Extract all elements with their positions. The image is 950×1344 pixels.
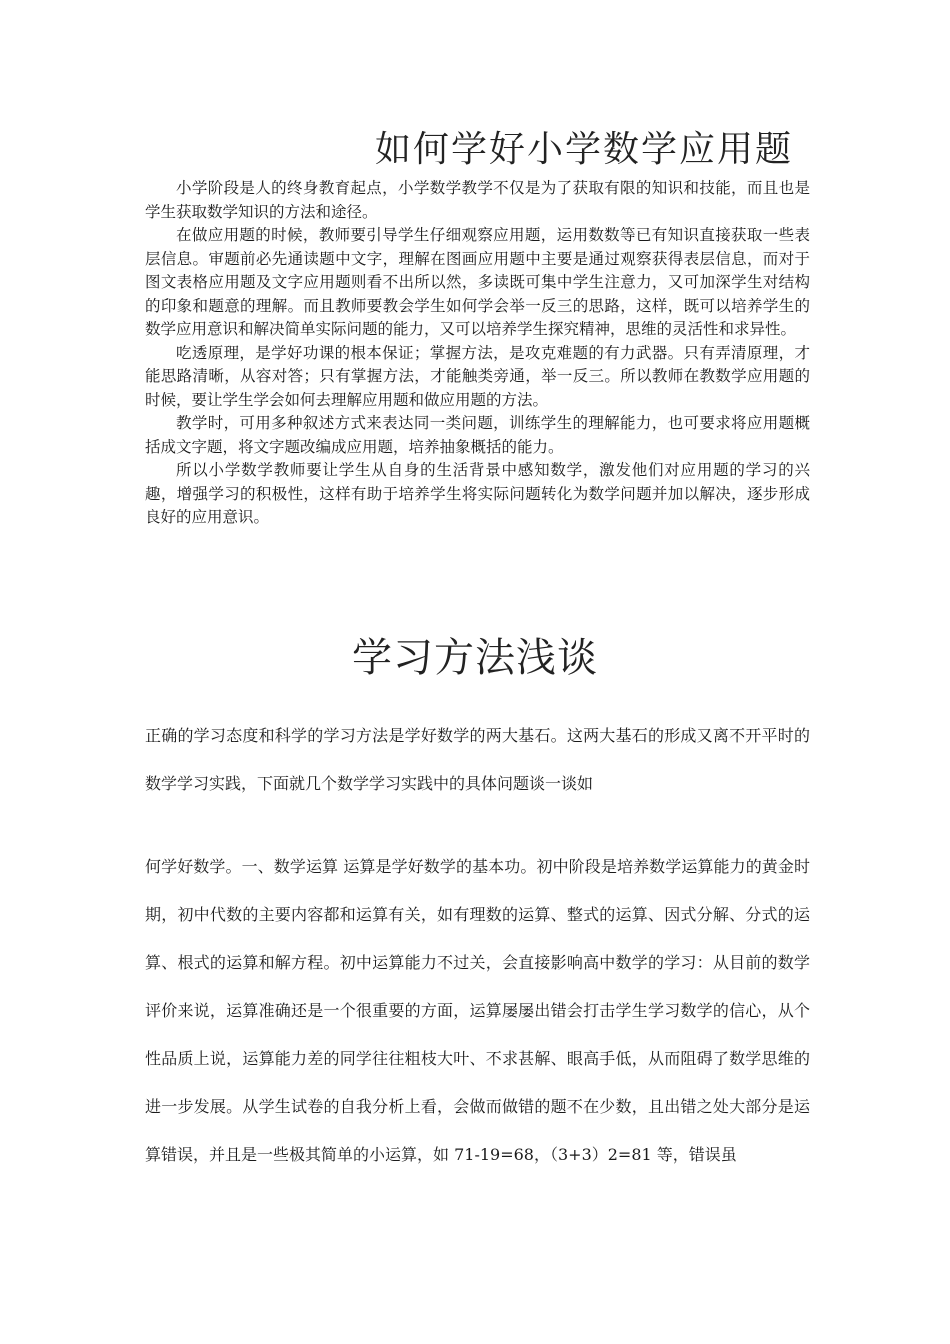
paragraph: 小学阶段是人的终身教育起点，小学数学教学不仅是为了获取有限的知识和技能，而且也是学生获取数学知识的方法和途径。: [145, 179, 810, 221]
paragraph: 在做应用题的时候，教师要引导学生仔细观察应用题，运用数数等已有知识直接获取一些表层信息。审题前必先通读题中文字，理解在图画应用题中主要是通过观察获得表层信息，而对于图文表格应用题及文字应用题则看不出所以然，多读既可集中学生注意力，又可加深学生对结构的印象和题意的理解。而且教师要教会学生如何学会举一反三的思路，这样，既可以培养学生的数学应用意识和解决简单实际问题的能力，又可以培养学生探究精神，思维的灵活性和求异性。: [145, 226, 810, 338]
section-title: 学习方法浅谈: [352, 635, 598, 681]
paragraph: 教学时，可用多种叙述方式来表达同一类问题，训练学生的理解能力，也可要求将应用题概括成文字题，将文字题改编成应用题，培养抽象概括的能力。: [145, 414, 810, 456]
paragraph: 吃透原理，是学好功课的根本保证；掌握方法，是攻克难题的有力武器。只有弄清原理，才能思路清晰，从容对答；只有掌握方法，才能触类旁通，举一反三。所以教师在教数学应用题的时候，要让学生学会如何去理解应用题和做应用题的方法。: [145, 343, 810, 409]
paragraph: 何学好数学。一、数学运算 运算是学好数学的基本功。初中阶段是培养数学运算能力的黄金时期，初中代数的主要内容都和运算有关，如有理数的运算、整式的运算、因式分解、分式的运算、根式的运算和解方程。初中运算能力不过关，会直接影响高中数学的学习：从目前的数学评价来说，运算准确还是一个很重要的方面，运算屡屡出错会打击学生学习数学的信心，从个性品质上说，运算能力差的同学往往粗枝大叶、不求甚解、眼高手低，从而阻碍了数学思维的进一步发展。从学生试卷的自我分析上看，会做而做错的题不在少数，且出错之处大部分是运算错误，并且是一些极其简单的小运算，如 71-19=68，（3+3）2=81 等，错误虽: [145, 857, 810, 1164]
section-body: [145, 712, 810, 1179]
article-body: [145, 177, 810, 530]
article-title: 如何学好小学数学应用题: [375, 129, 794, 170]
paragraph: 正确的学习态度和科学的学习方法是学好数学的两大基石。这两大基石的形成又离不开平时的数学学习实践，下面就几个数学学习实践中的具体问题谈一谈如: [145, 726, 810, 793]
paragraph: 所以小学数学教师要让学生从自身的生活背景中感知数学，激发他们对应用题的学习的兴趣，增强学习的积极性，这样有助于培养学生将实际问题转化为数学问题并加以解决，逐步形成良好的应用意识。: [145, 461, 810, 526]
